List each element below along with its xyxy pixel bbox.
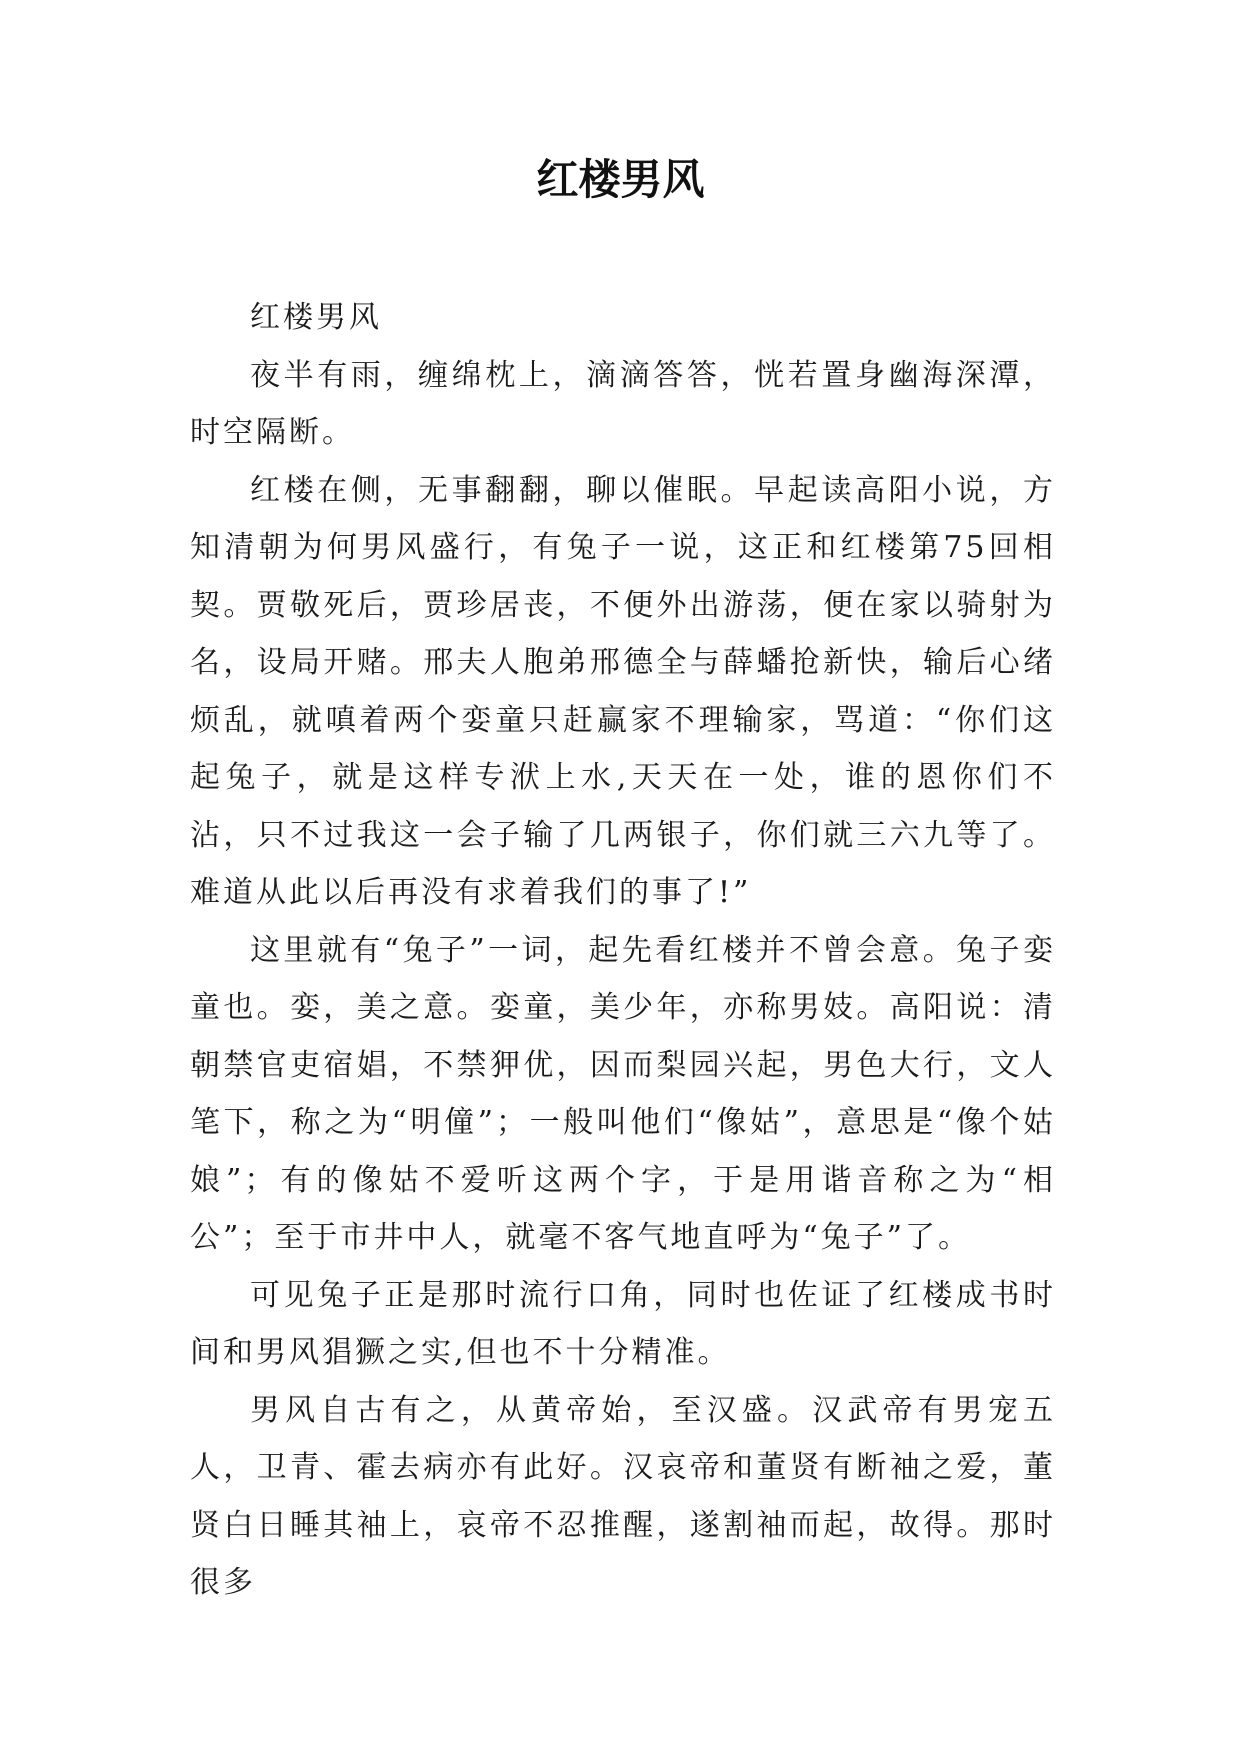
paragraph: 红楼在侧，无事翻翻，聊以催眠。早起读高阳小说，方知清朝为何男风盛行，有兔子一说，这正和红楼第75回相契。贾敬死后，贾珍居丧，不便外出游荡，便在家以骑射为名，设局开赌。邢夫人胞弟邢德全与薛蟠抢新快，输后心绪烦乱，就嗔着两个娈童只赶赢家不理输家，骂道：“你们这起兔子，就是这样专洑上水,天天在一处，谁的恩你们不沾，只不过我这一会子输了几两银子，你们就三六九等了。难道从此以后再没有求着我们的事了!” <box>190 472 1056 910</box>
paragraph: 男风自古有之，从黄帝始，至汉盛。汉武帝有男宠五人，卫青、霍去病亦有此好。汉哀帝和董贤有断袖之爱，董贤白日睡其袖上，哀帝不忍推醒，遂割袖而起，故得。那时很多 <box>190 1392 1056 1600</box>
paragraph: 夜半有雨，缠绵枕上，滴滴答答，恍若置身幽海深潭，时空隔断。 <box>190 357 1056 450</box>
document-body <box>190 289 1056 1612</box>
paragraph-heading: 红楼男风 <box>250 300 382 335</box>
document-title: 红楼男风 <box>536 155 705 204</box>
paragraph: 可见兔子正是那时流行口角，同时也佐证了红楼成书时间和男风猖獗之实,但也不十分精准。 <box>190 1277 1056 1370</box>
paragraph: 这里就有“兔子”一词，起先看红楼并不曾会意。兔子娈童也。娈，美之意。娈童，美少年，亦称男妓。高阳说：清朝禁官吏宿娼，不禁狎优，因而梨园兴起，男色大行，文人笔下，称之为“明僮”；一般叫他们“像姑”，意思是“像个姑娘”；有的像姑不爱听这两个字，于是用谐音称之为“相公”；至于市井中人，就毫不客气地直呼为“兔子”了。 <box>190 932 1056 1255</box>
